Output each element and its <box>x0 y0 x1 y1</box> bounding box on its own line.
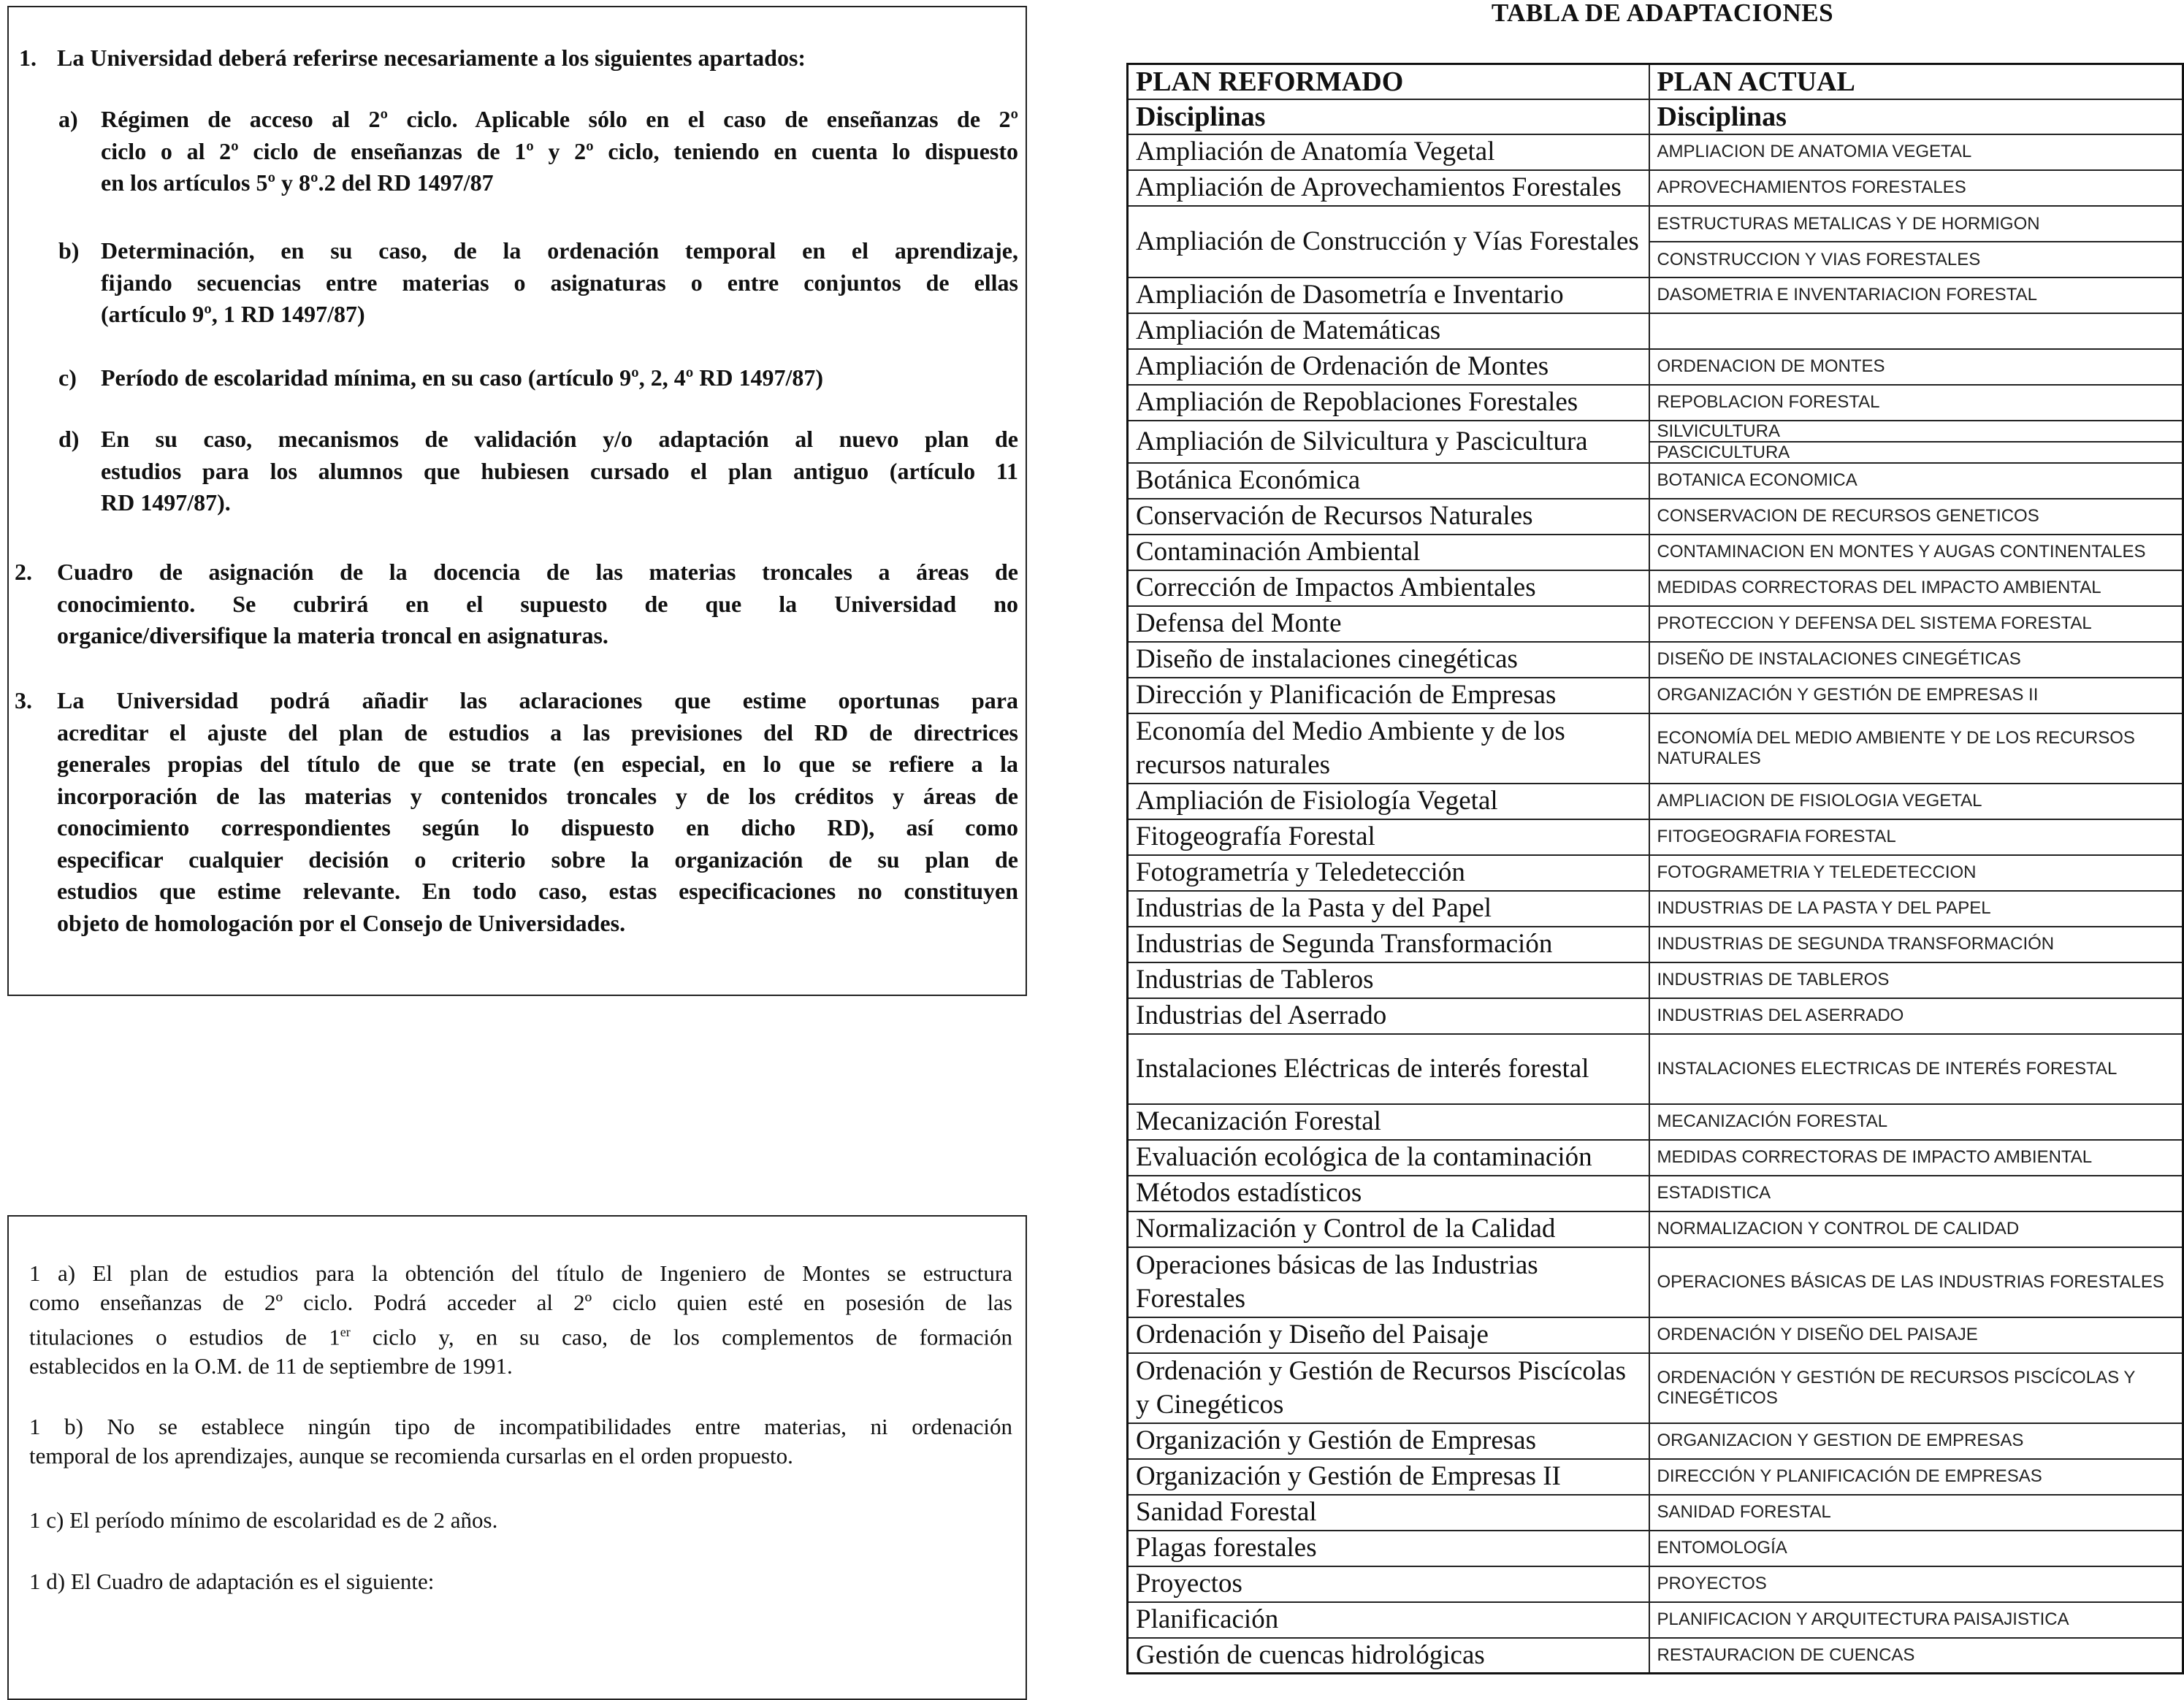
plan-actual-cell: ORDENACIÓN Y DISEÑO DEL PAISAJE <box>1649 1317 2183 1353</box>
item-3-text <box>57 685 1018 939</box>
item-1b-line: (artículo 9º, 1 RD 1497/87) <box>101 301 365 327</box>
item-1b-text <box>101 235 1018 331</box>
item-2-number: 2. <box>15 559 32 585</box>
plan-reformado-cell: Fitogeografía Forestal <box>1128 819 1649 855</box>
table-row <box>1128 1566 2183 1602</box>
item-1b-line: Determinación, en su caso, de la ordenación temporal en el aprendizaje, <box>101 237 1018 264</box>
item-1c-line: Período de escolaridad mínima, en su caso (artículo 9º, 2, 4º RD 1497/87) <box>101 364 824 391</box>
plan-reformado-cell: Dirección y Planificación de Empresas <box>1128 678 1649 713</box>
table-row <box>1128 535 2183 570</box>
plan-actual-cell: ORDENACIÓN Y GESTIÓN DE RECURSOS PISCÍCOLAS Y CINEGÉTICOS <box>1649 1353 2183 1423</box>
plan-actual-cell: RESTAURACION DE CUENCAS <box>1649 1638 2183 1674</box>
table-row <box>1128 349 2183 385</box>
plan-actual-cell: FITOGEOGRAFIA FORESTAL <box>1649 819 2183 855</box>
table-row <box>1128 784 2183 819</box>
plan-actual-cell: DASOMETRIA E INVENTARIACION FORESTAL <box>1649 277 2183 313</box>
plan-reformado-cell: Mecanización Forestal <box>1128 1104 1649 1140</box>
table-row <box>1128 678 2183 713</box>
plan-reformado-cell: Fotogrametría y Teledetección <box>1128 855 1649 891</box>
answer-1b-line: 1 b) No se establece ningún tipo de incompatibilidades entre materias, ni ordenación <box>29 1414 1012 1439</box>
item-2-line: Cuadro de asignación de la docencia de las materias troncales a áreas de <box>57 559 1018 585</box>
table-row <box>1128 463 2183 499</box>
plan-actual-cell: PROTECCION Y DEFENSA DEL SISTEMA FORESTAL <box>1649 606 2183 642</box>
table-title: TABLA DE ADAPTACIONES <box>1491 0 1834 27</box>
plan-actual-subline: ESTRUCTURAS METALICAS Y DE HORMIGON <box>1657 213 2040 234</box>
table-row <box>1128 570 2183 606</box>
plan-actual-cell: OPERACIONES BÁSICAS DE LAS INDUSTRIAS FORESTALES <box>1649 1247 2183 1317</box>
item-3-line: objeto de homologación por el Consejo de Universidades. <box>57 909 626 936</box>
item-1d-line: RD 1497/87). <box>101 489 231 516</box>
answer-1d-line: 1 d) El Cuadro de adaptación es el siguiente: <box>29 1569 435 1594</box>
plan-reformado-cell: Organización y Gestión de Empresas <box>1128 1423 1649 1459</box>
plan-reformado-cell: Organización y Gestión de Empresas II <box>1128 1459 1649 1495</box>
plan-actual-cell: INSTALACIONES ELECTRICAS DE INTERÉS FORESTAL <box>1649 1034 2183 1104</box>
table-row <box>1128 998 2183 1034</box>
plan-reformado-cell: Ampliación de Fisiología Vegetal <box>1128 784 1649 819</box>
plan-actual-cell: PLANIFICACION Y ARQUITECTURA PAISAJISTICA <box>1649 1602 2183 1638</box>
item-1a-text <box>101 104 1018 199</box>
plan-reformado-cell: Proyectos <box>1128 1566 1649 1602</box>
plan-actual-cell: NORMALIZACION Y CONTROL DE CALIDAD <box>1649 1211 2183 1247</box>
answer-1a <box>29 1259 1012 1381</box>
item-1c-label: c) <box>58 364 77 391</box>
plan-actual-cell: ESTADISTICA <box>1649 1176 2183 1211</box>
table-row <box>1128 385 2183 421</box>
adaptation-table <box>1126 63 2184 1674</box>
plan-actual-cell: MEDIDAS CORRECTORAS DEL IMPACTO AMBIENTAL <box>1649 570 2183 606</box>
plan-reformado-cell: Industrias del Aserrado <box>1128 998 1649 1034</box>
table-row <box>1128 1638 2183 1674</box>
item-2-line: conocimiento. Se cubrirá en el supuesto de que la Universidad no <box>57 590 1018 617</box>
table-row <box>1128 1140 2183 1176</box>
item-3-line: acreditar el ajuste del plan de estudios a las previsiones del RD de directrices <box>57 719 1018 746</box>
plan-reformado-cell: Diseño de instalaciones cinegéticas <box>1128 642 1649 678</box>
plan-actual-cell: ECONOMÍA DEL MEDIO AMBIENTE Y DE LOS RECURSOS NATURALES <box>1649 713 2183 784</box>
plan-reformado-cell: Ampliación de Ordenación de Montes <box>1128 349 1649 385</box>
table-row <box>1128 1602 2183 1638</box>
answer-1a-line: 1 a) El plan de estudios para la obtención del título de Ingeniero de Montes se estructura <box>29 1260 1012 1286</box>
table-row <box>1128 1495 2183 1531</box>
instructions-box <box>7 6 1027 996</box>
plan-actual-subline: SILVICULTURA <box>1657 421 1780 441</box>
table-row <box>1128 1531 2183 1566</box>
plan-reformado-cell: Ordenación y Gestión de Recursos Piscícolas y Cinegéticos <box>1128 1353 1649 1423</box>
table-subheader-row <box>1128 99 2183 134</box>
plan-reformado-cell: Ampliación de Repoblaciones Forestales <box>1128 385 1649 421</box>
answer-1a-line: como enseñanzas de 2º ciclo. Podrá acceder al 2º ciclo quien esté en posesión de las <box>29 1290 1012 1315</box>
plan-reformado-cell: Contaminación Ambiental <box>1128 535 1649 570</box>
plan-reformado-cell: Plagas forestales <box>1128 1531 1649 1566</box>
item-1d-line: estudios para los alumnos que hubiesen cursado el plan antiguo (artículo 11 <box>101 457 1018 484</box>
plan-reformado-cell: Conservación de Recursos Naturales <box>1128 499 1649 535</box>
table-row <box>1128 1104 2183 1140</box>
item-1a-line: en los artículos 5º y 8º.2 del RD 1497/87 <box>101 169 494 196</box>
table-row <box>1128 313 2183 349</box>
plan-actual-cell: ORGANIZACIÓN Y GESTIÓN DE EMPRESAS II <box>1649 678 2183 713</box>
table-row <box>1128 1176 2183 1211</box>
table-row <box>1128 891 2183 927</box>
plan-actual-cell: INDUSTRIAS DE LA PASTA Y DEL PAPEL <box>1649 891 2183 927</box>
table-row <box>1128 642 2183 678</box>
plan-actual-cell: CONSERVACION DE RECURSOS GENETICOS <box>1649 499 2183 535</box>
plan-actual-cell: ENTOMOLOGÍA <box>1649 1531 2183 1566</box>
plan-actual-cell: AMPLIACION DE FISIOLOGIA VEGETAL <box>1649 784 2183 819</box>
plan-actual-cell: DIRECCIÓN Y PLANIFICACIÓN DE EMPRESAS <box>1649 1459 2183 1495</box>
item-1-text <box>57 42 1007 74</box>
plan-reformado-cell: Industrias de Segunda Transformación <box>1128 927 1649 962</box>
plan-reformado-cell: Evaluación ecológica de la contaminación <box>1128 1140 1649 1176</box>
table-row <box>1128 819 2183 855</box>
table-row <box>1128 606 2183 642</box>
item-3-line: conocimiento correspondientes según lo dispuesto en dicho RD), así como <box>57 814 1018 841</box>
table-body <box>1128 99 2183 1674</box>
plan-actual-cell: INDUSTRIAS DE SEGUNDA TRANSFORMACIÓN <box>1649 927 2183 962</box>
answer-1c-line: 1 c) El período mínimo de escolaridad es de 2 años. <box>29 1507 498 1533</box>
answer-1b-line: temporal de los aprendizajes, aunque se recomienda cursarlas en el orden propuesto. <box>29 1443 793 1469</box>
table-row <box>1128 1211 2183 1247</box>
answers-box <box>7 1215 1027 1700</box>
answer-1d <box>29 1567 1012 1596</box>
item-3-number: 3. <box>15 687 32 713</box>
plan-reformado-cell: Ampliación de Aprovechamientos Forestales <box>1128 170 1649 206</box>
item-2-text <box>57 556 1018 652</box>
table-row <box>1128 927 2183 962</box>
plan-actual-cell <box>1649 421 2183 463</box>
plan-actual-cell <box>1649 206 2183 277</box>
superscript: er <box>340 1325 351 1339</box>
plan-actual-cell: SANIDAD FORESTAL <box>1649 1495 2183 1531</box>
item-1b-label: b) <box>58 237 80 264</box>
item-3-line: incorporación de las materias y contenidos troncales y de los créditos y áreas de <box>57 782 1018 809</box>
table-row <box>1128 1247 2183 1317</box>
item-1d-label: d) <box>58 426 80 452</box>
table-row <box>1128 170 2183 206</box>
item-3-line: La Universidad podrá añadir las aclaraciones que estime oportunas para <box>57 687 1018 713</box>
plan-actual-cell: FOTOGRAMETRIA Y TELEDETECCION <box>1649 855 2183 891</box>
plan-reformado-cell: Normalización y Control de la Calidad <box>1128 1211 1649 1247</box>
table-row <box>1128 277 2183 313</box>
answer-1b <box>29 1412 1012 1471</box>
plan-reformado-cell: Ampliación de Matemáticas <box>1128 313 1649 349</box>
answer-1a-text: ciclo y, en su caso, de los complementos de formación <box>350 1324 1013 1350</box>
plan-actual-cell: INDUSTRIAS DEL ASERRADO <box>1649 998 2183 1034</box>
table-row <box>1128 1459 2183 1495</box>
plan-reformado-cell: Ampliación de Dasometría e Inventario <box>1128 277 1649 313</box>
plan-actual-cell: REPOBLACION FORESTAL <box>1649 385 2183 421</box>
item-1a-line: ciclo o al 2º ciclo de enseñanzas de 1º y 2º ciclo, teniendo en cuenta lo dispuesto <box>101 137 1018 164</box>
item-1b-line: fijando secuencias entre materias o asignaturas o entre conjuntos de ellas <box>101 269 1018 296</box>
item-1a-line: Régimen de acceso al 2º ciclo. Aplicable sólo en el caso de enseñanzas de 2º <box>101 106 1018 132</box>
plan-actual-subline: CONSTRUCCION Y VIAS FORESTALES <box>1650 241 2183 277</box>
plan-reformado-cell: Instalaciones Eléctricas de interés forestal <box>1128 1034 1649 1104</box>
table-row <box>1128 1317 2183 1353</box>
plan-reformado-cell: Sanidad Forestal <box>1128 1495 1649 1531</box>
answer-1c <box>29 1506 1012 1535</box>
plan-reformado-cell: Defensa del Monte <box>1128 606 1649 642</box>
table-row <box>1128 499 2183 535</box>
plan-reformado-cell: Ampliación de Anatomía Vegetal <box>1128 134 1649 170</box>
item-1-number: 1. <box>19 45 37 71</box>
plan-actual-subline: PASCICULTURA <box>1650 441 2183 462</box>
table-row <box>1128 206 2183 277</box>
plan-reformado-cell: Ampliación de Construcción y Vías Forestales <box>1128 206 1649 277</box>
item-1a-label: a) <box>58 106 78 132</box>
header-plan-reformado: PLAN REFORMADO <box>1128 64 1649 99</box>
plan-actual-cell <box>1649 313 2183 349</box>
plan-reformado-cell: Industrias de la Pasta y del Papel <box>1128 891 1649 927</box>
plan-actual-cell: ORGANIZACION Y GESTION DE EMPRESAS <box>1649 1423 2183 1459</box>
plan-reformado-cell: Planificación <box>1128 1602 1649 1638</box>
plan-actual-cell: DISEÑO DE INSTALACIONES CINEGÉTICAS <box>1649 642 2183 678</box>
plan-actual-cell: INDUSTRIAS DE TABLEROS <box>1649 962 2183 998</box>
table-row <box>1128 1034 2183 1104</box>
item-1-line: La Universidad deberá referirse necesariamente a los siguientes apartados: <box>57 45 806 71</box>
subheader-disciplinas-reformado: Disciplinas <box>1128 99 1649 134</box>
plan-reformado-cell: Industrias de Tableros <box>1128 962 1649 998</box>
table-row <box>1128 421 2183 463</box>
plan-reformado-cell: Ampliación de Silvicultura y Pascicultura <box>1128 421 1649 463</box>
plan-actual-cell: BOTANICA ECONOMICA <box>1649 463 2183 499</box>
plan-actual-cell: ORDENACION DE MONTES <box>1649 349 2183 385</box>
plan-reformado-cell: Gestión de cuencas hidrológicas <box>1128 1638 1649 1674</box>
item-3-line: estudios que estime relevante. En todo caso, estas especificaciones no constituyen <box>57 878 1018 904</box>
header-plan-actual: PLAN ACTUAL <box>1649 64 2183 99</box>
plan-actual-cell: MECANIZACIÓN FORESTAL <box>1649 1104 2183 1140</box>
plan-actual-cell: PROYECTOS <box>1649 1566 2183 1602</box>
answer-1a-line <box>29 1317 1012 1352</box>
plan-reformado-cell: Corrección de Impactos Ambientales <box>1128 570 1649 606</box>
answer-1a-text: titulaciones o estudios de 1 <box>29 1324 340 1350</box>
table-header-row <box>1128 64 2183 99</box>
item-1d-text <box>101 424 1018 519</box>
plan-actual-cell: CONTAMINACION EN MONTES Y AUGAS CONTINENTALES <box>1649 535 2183 570</box>
plan-reformado-cell: Economía del Medio Ambiente y de los recursos naturales <box>1128 713 1649 784</box>
plan-actual-cell: MEDIDAS CORRECTORAS DE IMPACTO AMBIENTAL <box>1649 1140 2183 1176</box>
plan-actual-cell: APROVECHAMIENTOS FORESTALES <box>1649 170 2183 206</box>
table-row <box>1128 1423 2183 1459</box>
plan-reformado-cell: Métodos estadísticos <box>1128 1176 1649 1211</box>
item-3-line: generales propias del título de que se trate (en especial, en lo que se refiere a la <box>57 751 1018 777</box>
table-row <box>1128 962 2183 998</box>
table-row <box>1128 134 2183 170</box>
item-2-line: organice/diversifique la materia troncal en asignaturas. <box>57 622 608 648</box>
subheader-disciplinas-actual: Disciplinas <box>1649 99 2183 134</box>
plan-actual-cell: AMPLIACION DE ANATOMIA VEGETAL <box>1649 134 2183 170</box>
table-row <box>1128 713 2183 784</box>
item-1d-line: En su caso, mecanismos de validación y/o adaptación al nuevo plan de <box>101 426 1018 452</box>
item-3-line: especificar cualquier decisión o criterio sobre la organización de su plan de <box>57 846 1018 873</box>
answer-1a-line: establecidos en la O.M. de 11 de septiembre de 1991. <box>29 1353 513 1379</box>
plan-reformado-cell: Operaciones básicas de las Industrias Forestales <box>1128 1247 1649 1317</box>
table-row <box>1128 1353 2183 1423</box>
item-1c-text <box>101 362 1018 394</box>
plan-reformado-cell: Ordenación y Diseño del Paisaje <box>1128 1317 1649 1353</box>
plan-reformado-cell: Botánica Económica <box>1128 463 1649 499</box>
table-row <box>1128 855 2183 891</box>
